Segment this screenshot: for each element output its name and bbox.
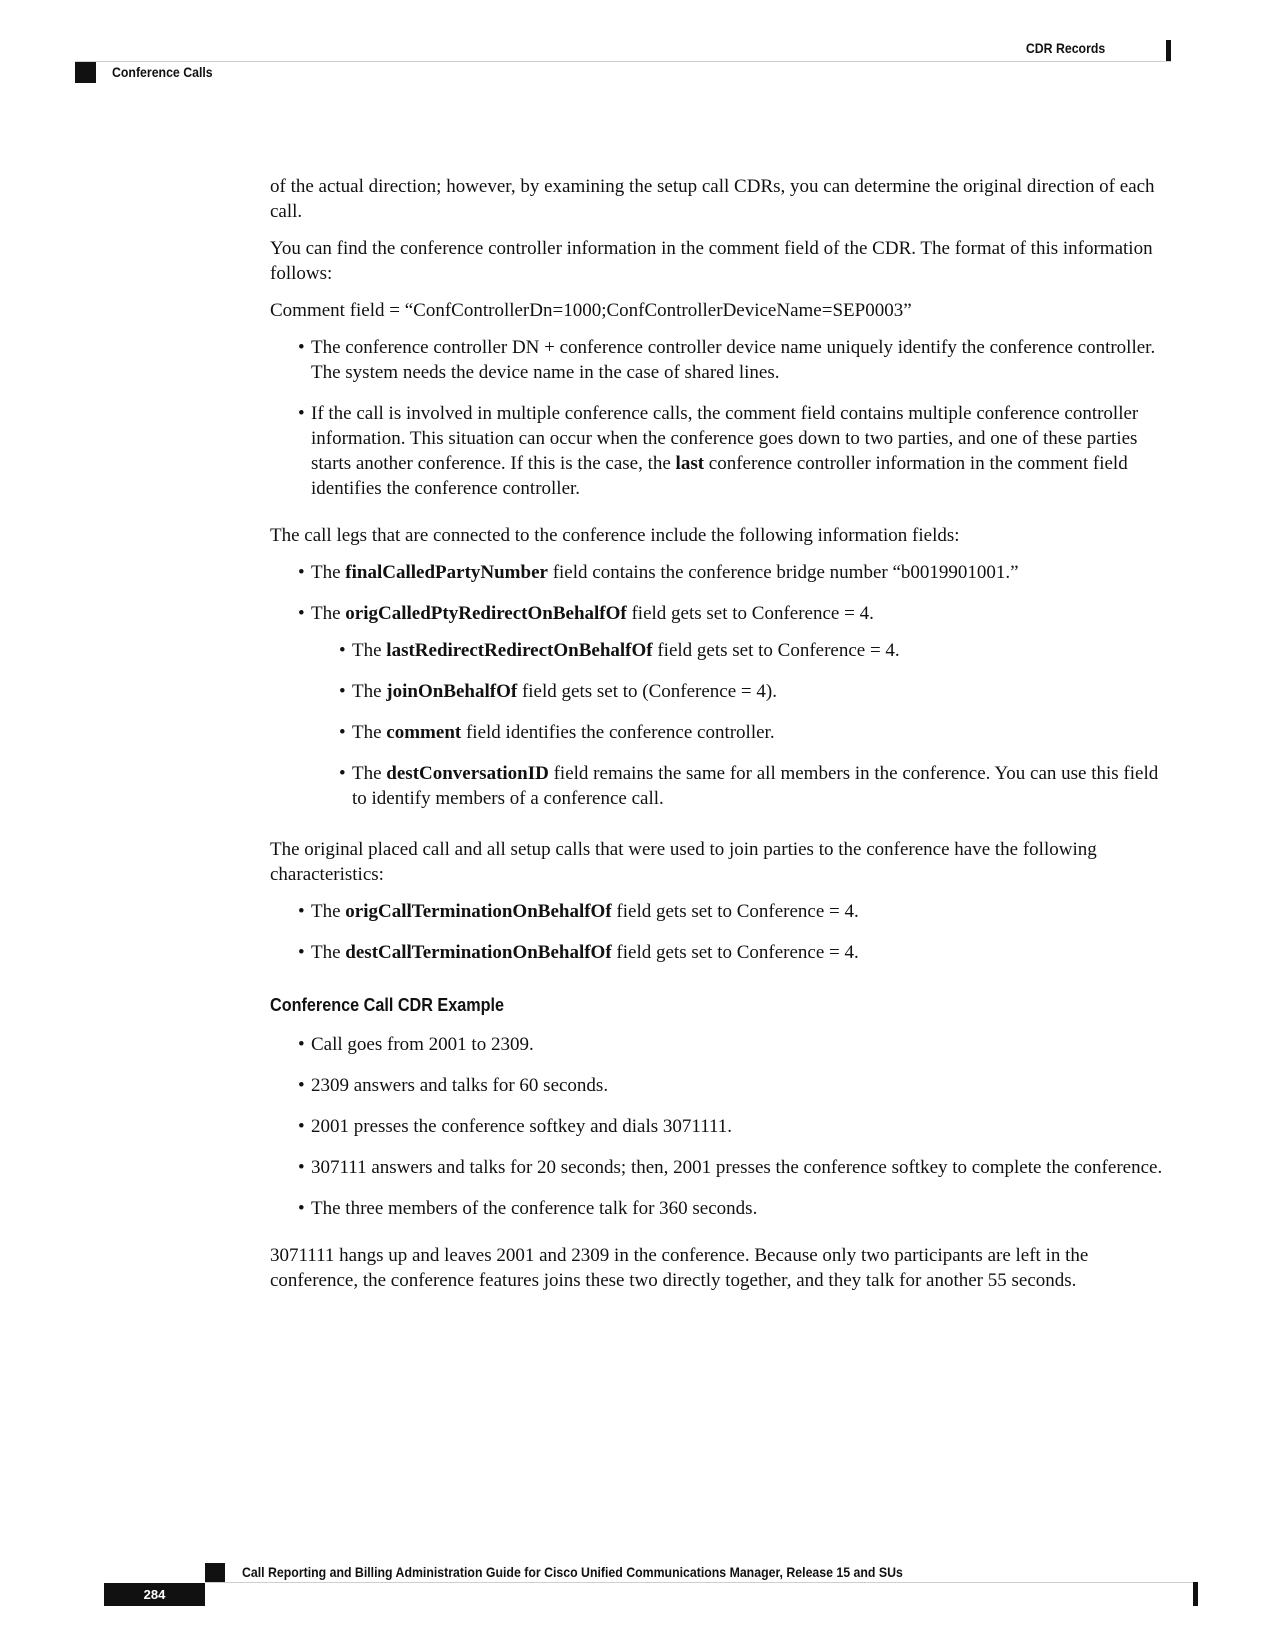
field-name: destConversationID bbox=[386, 763, 549, 784]
paragraph: 3071111 hangs up and leaves 2001 and 2309 in the conference. Because only two participants are left in the conference, the conference features joins these two directly together, and they talk for another 55 seconds. bbox=[270, 1245, 1089, 1291]
header-bar-mark bbox=[1166, 40, 1171, 61]
list-item-text: The bbox=[311, 901, 346, 922]
footer-block-mark bbox=[205, 1563, 225, 1583]
list-item-text: field gets set to (Conference = 4). bbox=[517, 681, 777, 702]
list-item: • 307111 answers and talks for 20 seconds; then, 2001 presses the conference softkey to complete the conference. bbox=[270, 1155, 1172, 1180]
list-item-text: The bbox=[352, 681, 387, 702]
list-item: • 2309 answers and talks for 60 seconds. bbox=[270, 1073, 1172, 1098]
footer-rule bbox=[205, 1582, 1198, 1583]
list-item: • 2001 presses the conference softkey and dials 3071111. bbox=[270, 1114, 1172, 1139]
list-item-text: field gets set to Conference = 4. bbox=[611, 901, 859, 922]
field-name: joinOnBehalfOf bbox=[386, 681, 518, 702]
paragraph: The original placed call and all setup calls that were used to join parties to the conference have the following characteristics: bbox=[270, 839, 1097, 885]
list-item bbox=[270, 899, 1172, 924]
sub-list-item bbox=[311, 761, 1172, 811]
list-item-text: conference controller information in the comment field identifies the conference controller. bbox=[311, 453, 1128, 499]
list-item: • The conference controller DN + conference controller device name uniquely identify the conference controller. The system needs the device name in the case of shared lines. bbox=[270, 335, 1172, 385]
leg-bullet-list bbox=[270, 560, 1172, 811]
list-item-text: field gets set to Conference = 4. bbox=[626, 603, 874, 624]
footer-book-title: Call Reporting and Billing Administration Guide for Cisco Unified Communications Manager, Release 15 and SUs bbox=[242, 1564, 903, 1580]
sub-list-item bbox=[311, 720, 1172, 745]
running-header-section: Conference Calls bbox=[112, 64, 213, 80]
field-name: lastRedirectRedirectOnBehalfOf bbox=[386, 640, 653, 661]
list-item bbox=[270, 401, 1172, 501]
list-item: • Call goes from 2001 to 2309. bbox=[270, 1032, 1172, 1057]
list-item-text: The bbox=[311, 562, 346, 583]
paragraph: You can find the conference controller information in the comment field of the CDR. The format of this information follows: bbox=[270, 238, 1153, 284]
list-item bbox=[270, 940, 1172, 965]
list-item bbox=[270, 560, 1172, 585]
field-name: comment bbox=[386, 722, 462, 743]
controller-bullet-list bbox=[270, 335, 1172, 501]
paragraph: Comment field = “ConfControllerDn=1000;ConfControllerDeviceName=SEP0003” bbox=[270, 300, 912, 321]
header-rule bbox=[75, 61, 1171, 62]
page-body bbox=[270, 174, 1172, 1305]
list-item-text: The bbox=[311, 603, 346, 624]
list-item-text: If the call is involved in multiple conference calls, the comment field contains multiple conference controller information. This situation can occur when the conference goes down to two parties, and one of these parties starts another conference. If this is the case, the bbox=[311, 403, 1139, 474]
page-number: 284 bbox=[104, 1583, 205, 1606]
field-name: origCalledPtyRedirectOnBehalfOf bbox=[345, 603, 627, 624]
example-bullet-list bbox=[270, 1032, 1172, 1221]
header-block-mark bbox=[75, 62, 96, 83]
sub-list-item bbox=[311, 679, 1172, 704]
paragraph: The call legs that are connected to the conference include the following information fields: bbox=[270, 525, 960, 546]
running-header-chapter: CDR Records bbox=[1025, 40, 1105, 56]
list-item bbox=[270, 601, 1172, 811]
leg-sub-bullet-list bbox=[311, 638, 1172, 811]
list-item-text: field gets set to Conference = 4. bbox=[652, 640, 900, 661]
list-item-text: The bbox=[352, 722, 387, 743]
section-heading: Conference Call CDR Example bbox=[270, 995, 505, 1015]
list-item: • The three members of the conference talk for 360 seconds. bbox=[270, 1196, 1172, 1221]
field-name: origCallTerminationOnBehalfOf bbox=[345, 901, 612, 922]
footer-bar-mark bbox=[1193, 1582, 1198, 1606]
list-item-text: The bbox=[352, 640, 387, 661]
field-name: finalCalledPartyNumber bbox=[345, 562, 548, 583]
list-item-text: The bbox=[311, 942, 346, 963]
list-item-text: field contains the conference bridge number “b0019901001.” bbox=[547, 562, 1019, 583]
list-item-text: field gets set to Conference = 4. bbox=[611, 942, 859, 963]
list-item-text: field remains the same for all members in the conference. You can use this field to identify members of a conference call. bbox=[352, 763, 1159, 809]
paragraph: of the actual direction; however, by examining the setup call CDRs, you can determine the original direction of each call. bbox=[270, 176, 1155, 222]
setup-bullet-list bbox=[270, 899, 1172, 965]
list-item-text: field identifies the conference controller. bbox=[461, 722, 775, 743]
sub-list-item bbox=[311, 638, 1172, 663]
list-item-text: The bbox=[352, 763, 387, 784]
field-name: destCallTerminationOnBehalfOf bbox=[345, 942, 612, 963]
emphasis-term: last bbox=[675, 453, 705, 474]
